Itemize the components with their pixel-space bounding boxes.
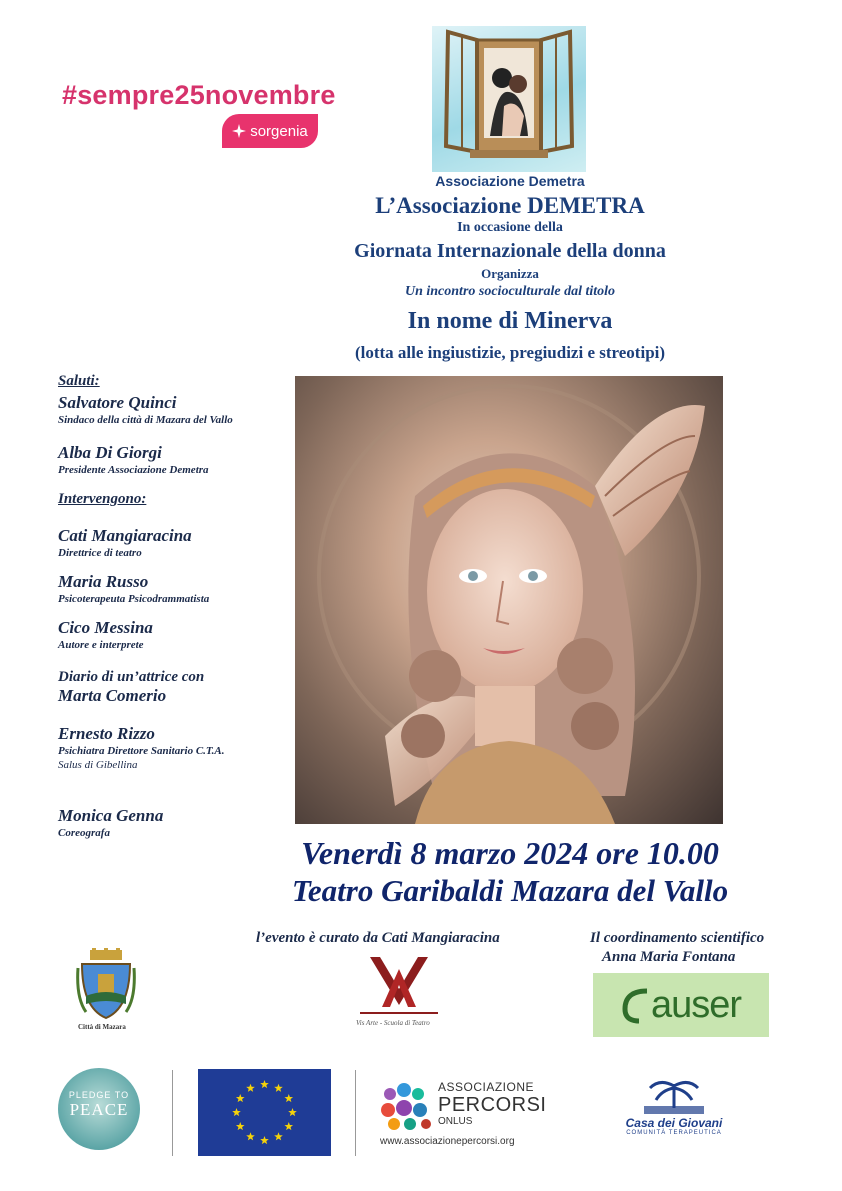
curated-by-line: l’evento è curato da Cati Mangiaracina <box>256 930 500 946</box>
city-caption: Città di Mazara <box>78 1023 126 1031</box>
coordinator-name: Anna Maria Fontana <box>602 949 736 965</box>
demetra-window-logo <box>432 26 586 172</box>
speaker-name-genna: Monica Genna <box>58 806 164 825</box>
eu-star-icon <box>274 1132 283 1140</box>
eu-star-icon <box>260 1080 269 1088</box>
eu-star-icon <box>236 1122 245 1130</box>
eu-star-icon <box>274 1084 283 1092</box>
event-subtitle: (lotta alle ingiustizie, pregiudizi e streotipi) <box>354 343 666 362</box>
association-name: L’Associazione DEMETRA <box>375 193 645 218</box>
minerva-portrait <box>295 376 723 824</box>
eu-star-icon <box>236 1094 245 1102</box>
eu-star-icon <box>232 1108 241 1116</box>
eu-star-icon <box>246 1084 255 1092</box>
auser-label: auser <box>650 983 742 1026</box>
speaker-role-messina: Autore e interprete <box>58 639 144 651</box>
speaker-name-rizzo: Ernesto Rizzo <box>58 724 155 743</box>
speaker-role-russo: Psicoterapeuta Psicodrammatista <box>58 593 210 605</box>
eu-flag <box>198 1069 331 1156</box>
eu-stars-icon <box>198 1069 331 1156</box>
speaker-role-rizzo: Psichiatra Direttore Sanitario C.T.A. <box>58 745 225 757</box>
diary-line: Diario di un’attrice con <box>58 669 205 685</box>
coordination-line: Il coordinamento scientifico <box>590 930 765 946</box>
city-crest-icon <box>76 948 136 1020</box>
sorgenia-label: sorgenia <box>250 122 308 140</box>
portrait-illustration <box>295 376 723 824</box>
footer-divider-2 <box>355 1070 356 1156</box>
speaker-role-mangiaracina: Direttrice di teatro <box>58 547 142 559</box>
pledge-to-peace-logo <box>58 1068 140 1150</box>
association-name-small: Associazione Demetra <box>435 173 585 189</box>
auser-logo <box>593 973 769 1037</box>
casa-line2: COMUNITÀ TERAPEUTICA <box>626 1130 722 1136</box>
womens-day-line: Giornata Internazionale della donna <box>354 240 666 262</box>
greeting-role-quinci: Sindaco della città di Mazara del Vallo <box>58 414 233 426</box>
hashtag-text: #sempre25novembre <box>62 80 336 110</box>
eu-star-icon <box>284 1094 293 1102</box>
vis-arte-logo-icon <box>356 955 442 1017</box>
percorsi-logo <box>380 1074 550 1150</box>
casa-dei-giovani-logo <box>604 1076 744 1136</box>
pledge-line1: PLEDGE TO <box>68 1090 130 1100</box>
percorsi-line3: ONLUS <box>438 1116 473 1127</box>
school-caption: Vis Arte - Scuola di Teatro <box>356 1019 430 1027</box>
percorsi-line2: PERCORSI <box>438 1094 547 1116</box>
speaker-name-messina: Cico Messina <box>58 618 153 637</box>
eu-star-icon <box>260 1136 269 1144</box>
percorsi-dots-icon <box>380 1078 434 1134</box>
event-date: Venerdì 8 marzo 2024 ore 10.00 <box>301 835 719 871</box>
eu-star-icon <box>246 1132 255 1140</box>
event-title: In nome di Minerva <box>407 308 613 334</box>
window-illustration <box>432 26 586 172</box>
program-column <box>58 373 293 840</box>
speaker-name-russo: Maria Russo <box>58 572 149 591</box>
eu-star-icon <box>284 1122 293 1130</box>
occasion-line: In occasione della <box>457 220 563 235</box>
footer-divider-1 <box>172 1070 173 1156</box>
meeting-line: Un incontro socioculturale dal titolo <box>404 284 616 299</box>
percorsi-url: www.associazionepercorsi.org <box>380 1136 515 1147</box>
speaker-role2-rizzo: Salus di Gibellina <box>58 759 138 771</box>
speakers-heading: Intervengono: <box>58 491 147 507</box>
organizes-line: Organizza <box>481 266 539 281</box>
sorgenia-logo <box>222 114 318 148</box>
greeting-role-digiorgi: Presidente Associazione Demetra <box>58 464 209 476</box>
greeting-name-digiorgi: Alba Di Giorgi <box>58 443 162 462</box>
star-icon <box>232 124 246 138</box>
palm-tree-icon <box>604 1076 744 1116</box>
diary-name-comerio: Marta Comerio <box>58 686 167 705</box>
speaker-name-mangiaracina: Cati Mangiaracina <box>58 526 192 545</box>
greeting-name-quinci: Salvatore Quinci <box>58 393 177 412</box>
greetings-heading: Saluti: <box>58 373 100 389</box>
eu-star-icon <box>288 1108 297 1116</box>
pledge-line2: PEACE <box>69 1100 129 1119</box>
auser-swoosh-icon <box>621 985 651 1025</box>
event-place: Teatro Garibaldi Mazara del Vallo <box>291 873 729 908</box>
percorsi-line1: ASSOCIAZIONE <box>438 1080 535 1094</box>
speaker-role-genna: Coreografa <box>58 827 110 839</box>
casa-line1: Casa dei Giovani <box>625 1116 723 1130</box>
